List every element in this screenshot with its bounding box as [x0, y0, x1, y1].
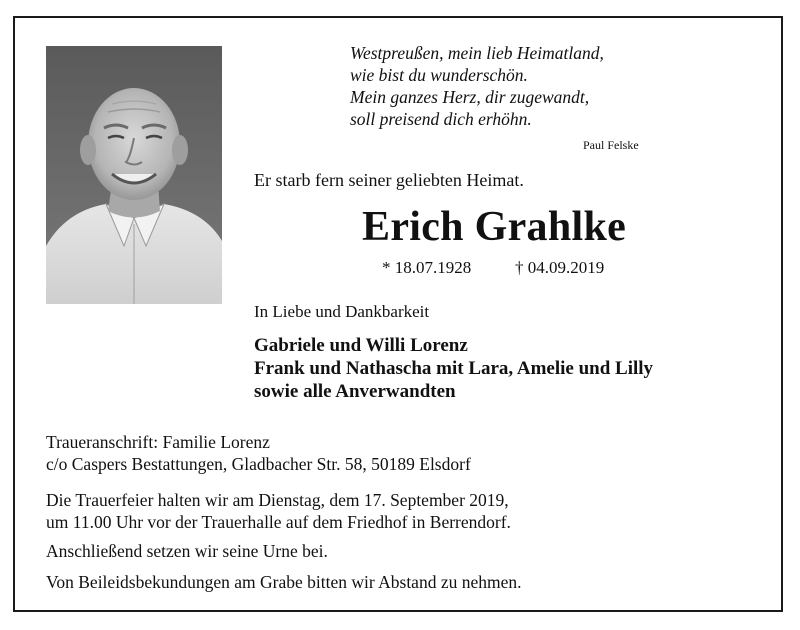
portrait-photo [46, 46, 222, 304]
deceased-name: Erich Grahlke [362, 204, 627, 250]
poem-author: Paul Felske [583, 138, 639, 152]
poem-line: Mein ganzes Herz, dir zugewandt, [350, 87, 590, 107]
death-date: † 04.09.2019 [515, 258, 605, 277]
mourning-address [46, 431, 471, 475]
poem-line: soll preisend dich erhöhn. [350, 109, 532, 129]
mourner-line: sowie alle Anverwandten [254, 381, 456, 402]
service-line: Die Trauerfeier halten wir am Dienstag, dem 17. September 2019, [46, 490, 509, 510]
service-line: um 11.00 Uhr vor der Trauerhalle auf dem Friedhof in Berrendorf. [46, 512, 511, 532]
mourners-list [254, 334, 653, 403]
mourner-line: Gabriele und Willi Lorenz [254, 335, 468, 356]
poem-line: wie bist du wunderschön. [350, 65, 528, 85]
mourner-line: Frank und Nathascha mit Lara, Amelie und Lilly [254, 358, 654, 379]
funeral-service-info [46, 489, 511, 533]
urn-burial-text: Anschließend setzen wir seine Urne bei. [46, 541, 328, 561]
poem-line: Westpreußen, mein lieb Heimatland, [350, 43, 604, 63]
address-line: Traueranschrift: Familie Lorenz [46, 432, 270, 452]
poem [350, 42, 604, 130]
thanks-text: In Liebe und Dankbarkeit [254, 302, 430, 321]
intro-text: Er starb fern seiner geliebten Heimat. [254, 170, 524, 190]
birth-date: * 18.07.1928 [382, 258, 472, 277]
address-line: c/o Caspers Bestattungen, Gladbacher Str. 58, 50189 Elsdorf [46, 454, 471, 474]
condolence-note: Von Beileidsbekundungen am Grabe bitten wir Abstand zu nehmen. [46, 572, 522, 592]
portrait-illustration [46, 46, 222, 304]
